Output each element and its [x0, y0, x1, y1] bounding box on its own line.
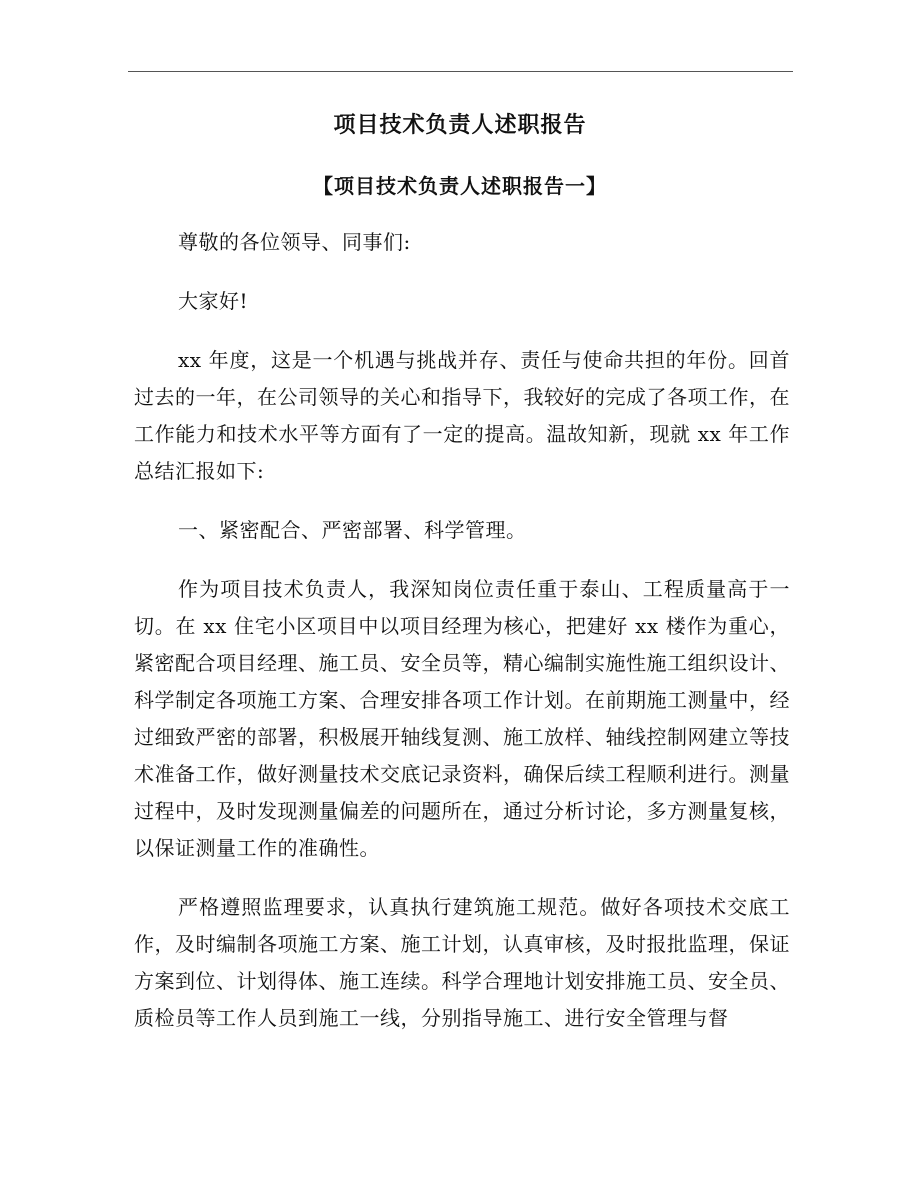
paragraph-body-1: 作为项目技术负责人，我深知岗位责任重于泰山、工程质量高于一切。在 xx 住宅小区项目中以项目经理为核心，把建好 xx 楼作为重心，紧密配合项目经理、施工员、安全员等，精心编制实施性施工组织设计、科学制定各项施工方案、合理安排各项工作计划。在前期施工测量中，经过细致严密的部署，积极展开轴线复测、施工放样、轴线控制网建立等技术准备工作，做好测量技术交底记录资料，确保后续工程顺利进行。测量过程中，及时发现测量偏差的问题所在，通过分析讨论，多方测量复核，以保证测量工作的准确性。 — [134, 577, 790, 860]
paragraph-body-2: 严格遵照监理要求，认真执行建筑施工规范。做好各项技术交底工作，及时编制各项施工方案、施工计划，认真审核，及时报批监理，保证方案到位、计划得体、施工连续。科学合理地计划安排施工员、安全员、质检员等工作人员到施工一线，分别指导施工、进行安全管理与督 — [134, 895, 790, 1030]
paragraph-section-heading: 一、紧密配合、严密部署、科学管理。 — [178, 518, 527, 542]
paragraph-hello: 大家好! — [178, 289, 249, 313]
document-title: 项目技术负责人述职报告 — [333, 112, 587, 138]
header-divider — [128, 71, 793, 72]
document-body — [134, 224, 790, 1059]
paragraph-intro: xx 年度，这是一个机遇与挑战并存、责任与使命共担的年份。回首过去的一年，在公司领导的关心和指导下，我较好的完成了各项工作，在工作能力和技术水平等方面有了一定的提高。温故知新，现就 xx 年工作总结汇报如下: — [134, 348, 790, 483]
paragraph-greeting: 尊敬的各位领导、同事们: — [178, 230, 411, 254]
section-subtitle: 【项目技术负责人述职报告一】 — [313, 174, 607, 198]
